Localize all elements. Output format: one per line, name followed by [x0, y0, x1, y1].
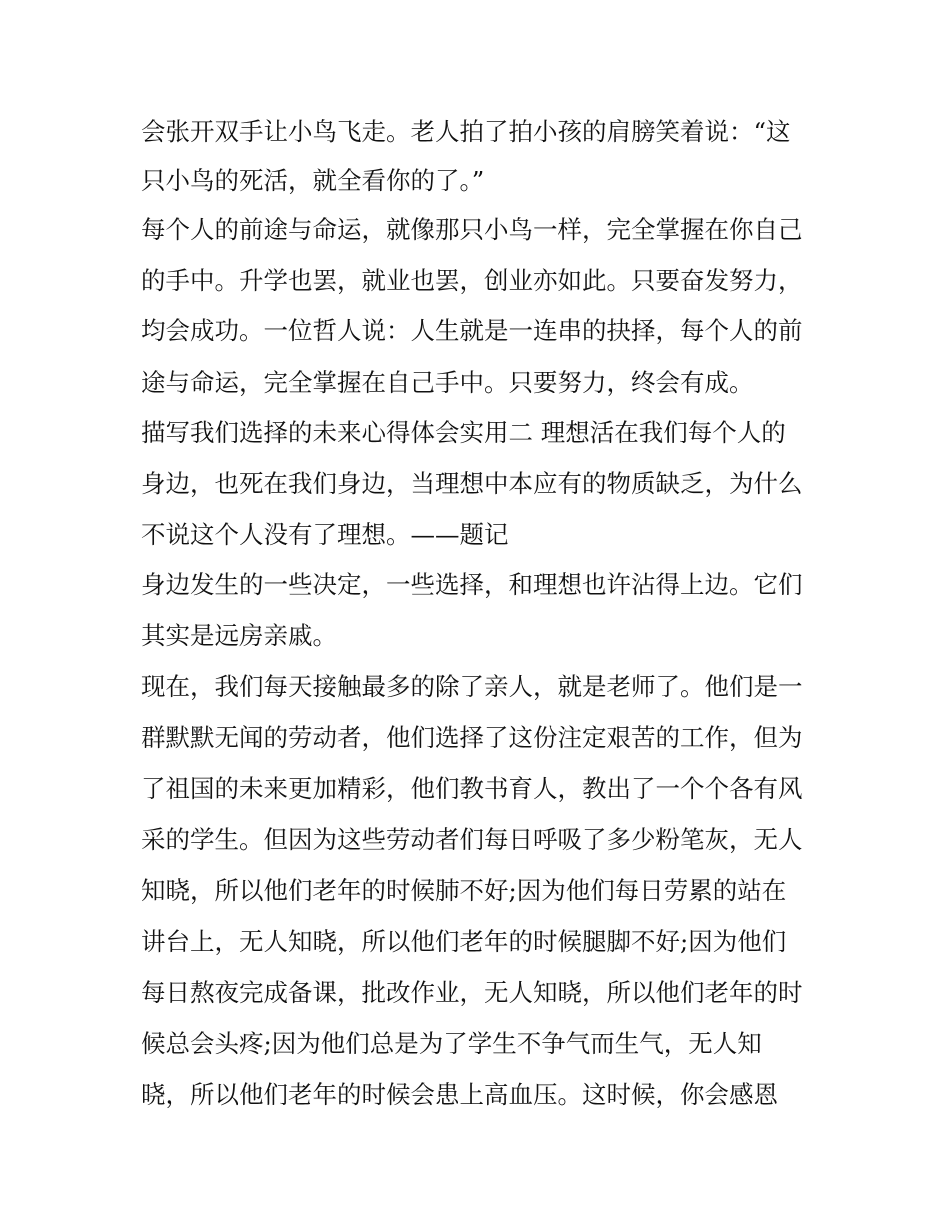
text-line: 每日熬夜完成备课，批改作业，无人知晓，所以他们老年的时: [141, 978, 803, 1007]
text-line: 会张开双手让小鸟飞走。老人拍了拍小孩的肩膀笑着说：“这: [141, 117, 791, 146]
text-line: 只小鸟的死活，就全看你的了。”: [141, 166, 485, 195]
text-line: 均会成功。一位哲人说：人生就是一连串的抉择，每个人的前: [141, 316, 803, 345]
text-line: 途与命运，完全掌握在自己手中。只要努力，终会有成。: [141, 368, 754, 397]
text-line: 了祖国的未来更加精彩，他们教书育人，教出了一个个各有风: [141, 774, 803, 803]
text-line: 采的学生。但因为这些劳动者们每日呼吸了多少粉笔灰，无人: [141, 825, 803, 854]
text-line: 候总会头疼;因为他们总是为了学生不争气而生气，无人知: [141, 1029, 762, 1058]
text-line: 身边，也死在我们身边，当理想中本应有的物质缺乏，为什么: [141, 469, 803, 498]
text-line: 晓，所以他们老年的时候会患上高血压。这时候，你会感恩: [141, 1080, 778, 1109]
text-line: 知晓，所以他们老年的时候肺不好;因为他们每日劳累的站在: [141, 876, 787, 905]
text-line: 的手中。升学也罢，就业也罢，创业亦如此。只要奋发努力，: [141, 266, 803, 295]
text-line: 不说这个人没有了理想。——题记: [141, 520, 509, 549]
text-line: 群默默无闻的劳动者，他们选择了这份注定艰苦的工作，但为: [141, 723, 803, 752]
text-line: 描写我们选择的未来心得体会实用二 理想活在我们每个人的: [141, 418, 786, 447]
text-line: 身边发生的一些决定，一些选择，和理想也许沾得上边。它们: [141, 570, 803, 599]
text-line: 其实是远房亲戚。: [141, 621, 337, 650]
text-line: 现在，我们每天接触最多的除了亲人，就是老师了。他们是一: [141, 672, 803, 701]
text-line: 讲台上，无人知晓，所以他们老年的时候腿脚不好;因为他们: [141, 927, 787, 956]
text-line: 每个人的前途与命运，就像那只小鸟一样，完全掌握在你自己: [141, 215, 803, 244]
